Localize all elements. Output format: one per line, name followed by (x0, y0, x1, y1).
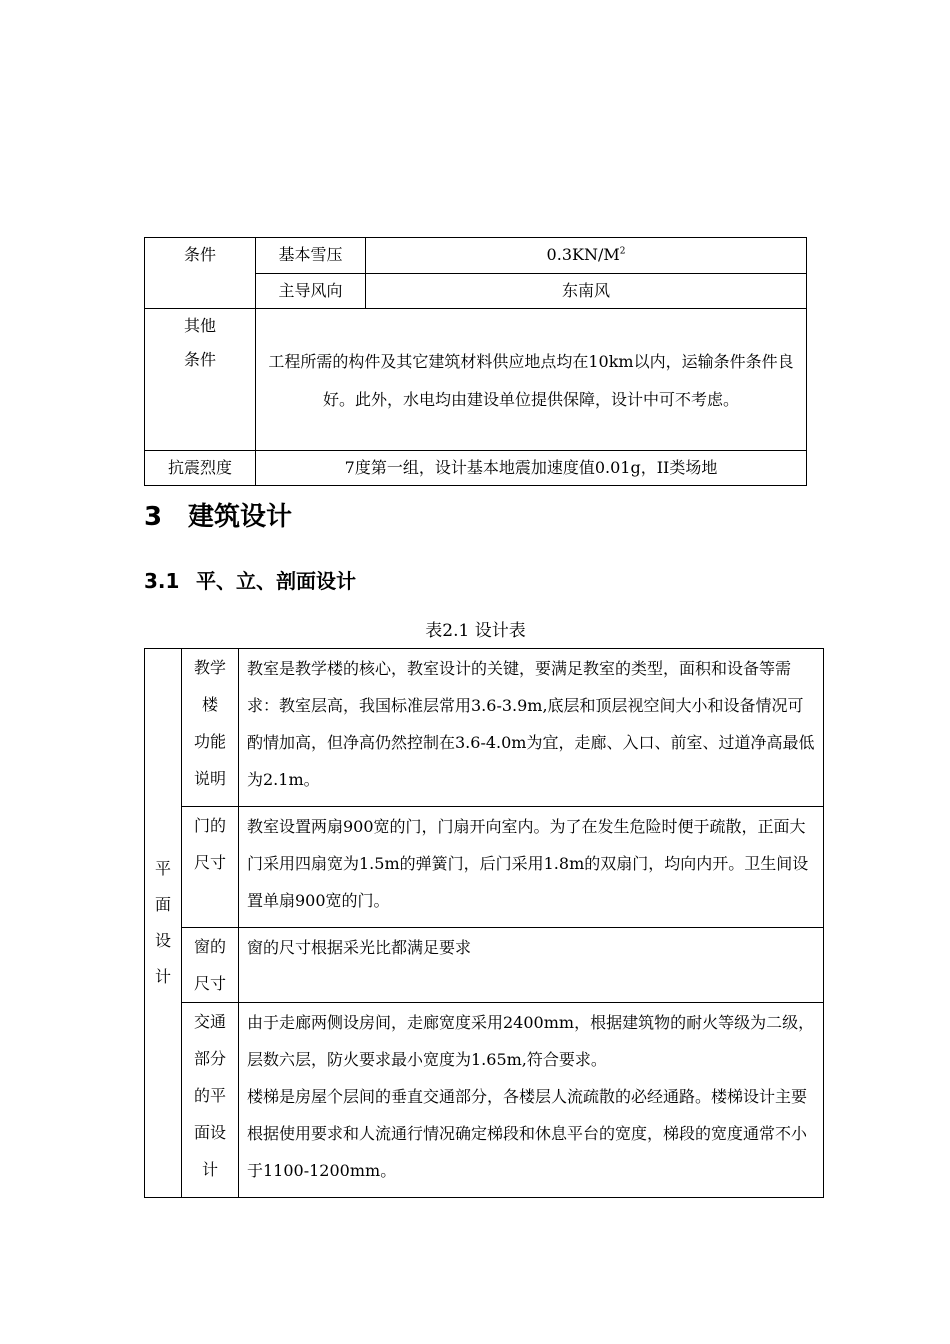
sub-label: 基本雪压 (256, 238, 366, 274)
table-row (145, 238, 807, 274)
group-label: 平 面 设 计 (145, 649, 182, 1198)
sub-label: 主导风向 (256, 273, 366, 309)
table-row (145, 309, 807, 451)
row-label: 其他 条件 (145, 309, 256, 451)
snow-pressure-value: $0.3KN/M^2$ (366, 238, 807, 274)
table-row (145, 1003, 824, 1198)
other-conditions-value: 工程所需的构件及其它建筑材料供应地点均在10km以内，运输条件条件良好。此外，水电均由建设单位提供保障，设计中可不考虑。 (256, 309, 807, 451)
design-table (144, 648, 824, 1198)
subsection-heading: 3.1 平、立、剖面设计 (144, 569, 356, 593)
row-label: 抗震烈度 (145, 451, 256, 486)
row-label: 条件 (145, 238, 256, 309)
seismic-value: 7度第一组，设计基本地震加速度值0.01g，II类场地 (256, 451, 807, 486)
row-label: 窗的 尺寸 (182, 928, 239, 1003)
table-caption: 表2.1 设计表 (425, 621, 526, 641)
door-size-description: 教室设置两扇900宽的门，门扇开向室内。为了在发生危险时便于疏散，正面大门采用四扇宽为1.5m的弹簧门，后门采用1.8m的双扇门，均向内开。卫生间设置单扇900宽的门。 (239, 807, 824, 928)
wind-direction-value: 东南风 (366, 273, 807, 309)
circulation-description: 由于走廊两侧设房间，走廊宽度采用2400mm，根据建筑物的耐火等级为二级，层数六层，防火要求最小宽度为1.65m,符合要求。 楼梯是房屋个层间的垂直交通部分，各楼层人流疏散的必经通路。楼梯设计主要根据使用要求和人流通行情况确定梯段和休息平台的宽度，梯段的宽度通常不小于1100-1200mm。 (239, 1003, 824, 1198)
row-label: 门的 尺寸 (182, 807, 239, 928)
window-size-description: 窗的尺寸根据采光比都满足要求 (239, 928, 824, 1003)
table-row (145, 928, 824, 1003)
section-heading: 3 建筑设计 (144, 502, 293, 532)
table-row (145, 649, 824, 807)
row-label: 教学 楼 功能 说明 (182, 649, 239, 807)
table-row (145, 807, 824, 928)
row-label: 交通 部分 的平 面设 计 (182, 1003, 239, 1198)
conditions-table (144, 237, 807, 486)
table-row (145, 451, 807, 486)
function-description: 教室是教学楼的核心，教室设计的关键，要满足教室的类型，面积和设备等需求：教室层高，我国标准层常用3.6-3.9m,底层和顶层视空间大小和设备情况可酌情加高，但净高仍然控制在3.6-4.0m为宜，走廊、入口、前室、过道净高最低为2.1m。 (239, 649, 824, 807)
